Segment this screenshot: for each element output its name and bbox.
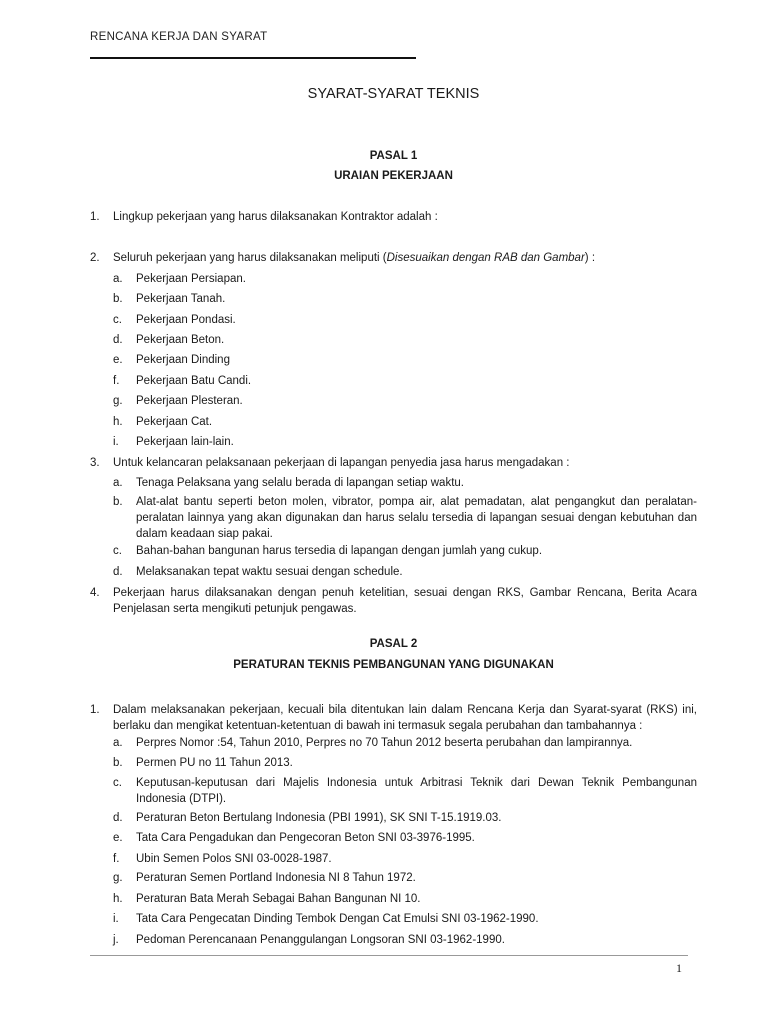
list-item: 1. Lingkup pekerjaan yang harus dilaksanakan Kontraktor adalah :: [90, 211, 438, 223]
page-number: 1: [676, 961, 682, 975]
sub-list-item: g. Pekerjaan Plesteran.: [113, 395, 243, 407]
sub-list-item: a. Pekerjaan Persiapan.: [113, 273, 246, 285]
sub-list-item: e. Tata Cara Pengadukan dan Pengecoran Beton SNI 03-3976-1995.: [113, 832, 475, 844]
sub-list-item: c. Keputusan-keputusan dari Majelis Indonesia untuk Arbitrasi Teknik dari Dewan Teknik Pembangunan Indonesia (DTPI).: [113, 777, 697, 805]
footer-divider: [90, 955, 688, 956]
sub-list-item: i. Tata Cara Pengecatan Dinding Tembok Dengan Cat Emulsi SNI 03-1962-1990.: [113, 913, 539, 925]
sub-list-item: a. Tenaga Pelaksana yang selalu berada di lapangan setiap waktu.: [113, 477, 464, 489]
list-item: 2. Seluruh pekerjaan yang harus dilaksanakan meliputi (Disesuaikan dengan RAB dan Gambar) :: [90, 252, 596, 264]
sub-list-item: b. Alat-alat bantu seperti beton molen, vibrator, pompa air, alat pemadatan, alat pengangkut dan peralatan-peralatan lainnya yang akan digunakan dan harus selalu tersedia di lapangan sesuai dengan kebutuhan dan dalam keadaan siap pakai.: [113, 496, 697, 540]
list-item: 3. Untuk kelancaran pelaksanaan pekerjaan di lapangan penyedia jasa harus mengadakan :: [90, 457, 570, 469]
sub-list-item: a. Perpres Nomor :54, Tahun 2010, Perpres no 70 Tahun 2012 beserta perubahan dan lampirannya.: [113, 737, 633, 749]
sub-list-item: d. Peraturan Beton Bertulang Indonesia (PBI 1991), SK SNI T-15.1919.03.: [113, 812, 502, 824]
sub-list-item: h. Peraturan Bata Merah Sebagai Bahan Bangunan NI 10.: [113, 893, 421, 905]
pasal-1-label: PASAL 1: [369, 150, 418, 162]
sub-list-item: j. Pedoman Perencanaan Penanggulangan Longsoran SNI 03-1962-1990.: [113, 934, 505, 946]
sub-list-item: b. Pekerjaan Tanah.: [113, 293, 226, 305]
sub-list-item: c. Pekerjaan Pondasi.: [113, 314, 236, 326]
sub-list-item: b. Permen PU no 11 Tahun 2013.: [113, 757, 293, 769]
document-title: SYARAT-SYARAT TEKNIS: [307, 86, 480, 102]
sub-list-item: d. Melaksanakan tepat waktu sesuai dengan schedule.: [113, 566, 403, 578]
pasal-1-heading: URAIAN PEKERJAAN: [334, 170, 453, 182]
header-title: RENCANA KERJA DAN SYARAT: [90, 31, 268, 43]
pasal-2-label: PASAL 2: [369, 638, 418, 650]
list-item: 4. Pekerjaan harus dilaksanakan dengan penuh ketelitian, sesuai dengan RKS, Gambar Rencana, Berita Acara Penjelasan serta mengikuti petunjuk pengawas.: [90, 587, 697, 615]
list-item: 1. Dalam melaksanakan pekerjaan, kecuali bila ditentukan lain dalam Rencana Kerja dan Syarat-syarat (RKS) ini, berlaku dan mengikat ketentuan-ketentuan di bawah ini termasuk segala perubahan dan tambahannya :: [90, 704, 697, 732]
header-divider: [90, 57, 416, 59]
sub-list-item: i. Pekerjaan lain-lain.: [113, 436, 234, 448]
sub-list-item: e. Pekerjaan Dinding: [113, 354, 230, 366]
sub-list-item: c. Bahan-bahan bangunan harus tersedia di lapangan dengan jumlah yang cukup.: [113, 545, 543, 557]
sub-list-item: f. Pekerjaan Batu Candi.: [113, 375, 252, 387]
sub-list-item: h. Pekerjaan Cat.: [113, 416, 213, 428]
sub-list-item: g. Peraturan Semen Portland Indonesia NI 8 Tahun 1972.: [113, 872, 416, 884]
sub-list-item: d. Pekerjaan Beton.: [113, 334, 225, 346]
pasal-2-heading: PERATURAN TEKNIS PEMBANGUNAN YANG DIGUNAKAN: [233, 659, 554, 671]
sub-list-item: f. Ubin Semen Polos SNI 03-0028-1987.: [113, 853, 332, 865]
